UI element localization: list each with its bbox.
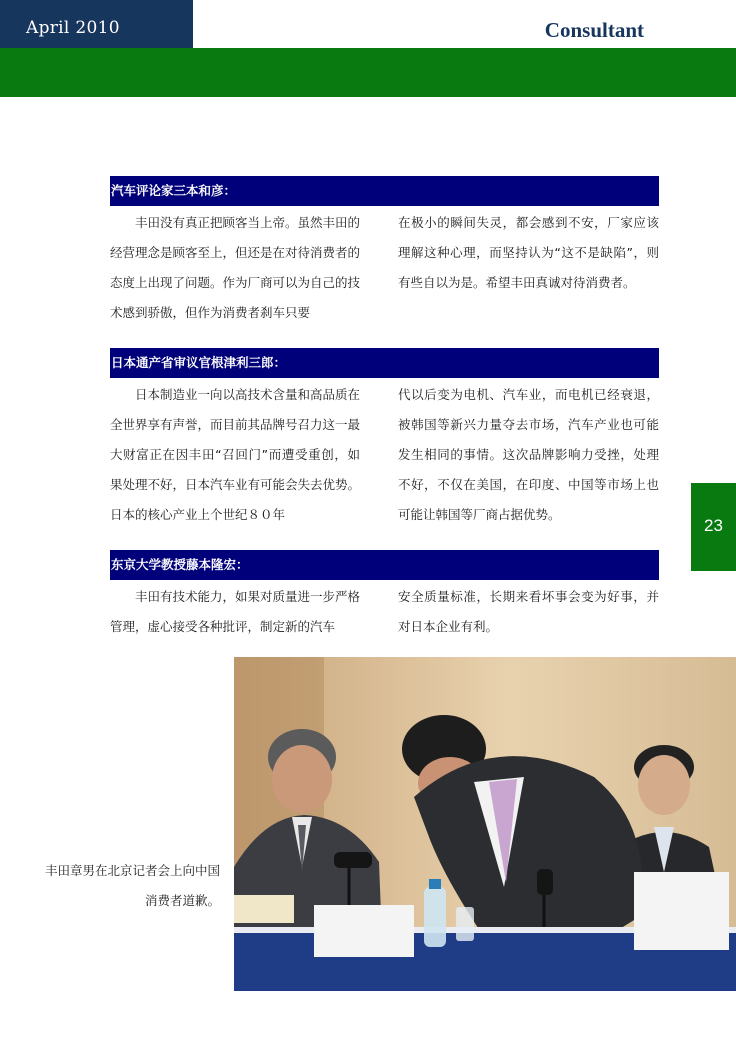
page-number: 23 xyxy=(704,516,723,535)
section-heading: 日本通产省审议官根津利三郎： xyxy=(110,348,659,378)
section-sanben xyxy=(110,176,659,320)
press-conference-photo xyxy=(234,657,736,991)
header-band xyxy=(0,48,736,97)
photo-caption: 丰田章男在北京记者会上向中国消费者道歉。 xyxy=(44,863,220,908)
section-nezu xyxy=(110,348,659,522)
issue-date-block xyxy=(0,0,193,48)
magazine-title: Consultant xyxy=(544,18,644,42)
section-heading: 汽车评论家三本和彦： xyxy=(110,176,659,206)
section-heading: 东京大学教授藤本隆宏： xyxy=(110,550,659,580)
section-text-left: 日本制造业一向以高技术含量和高品质在全世界享有声誉，而目前其品牌号召力这一最大财富正在因丰田“召回门”而遭受重创，如果处理不好，日本汽车业有可能会失去优势。日本的核心产业上个世纪８０年 xyxy=(110,387,361,522)
section-text-right: 代以后变为电机、汽车业，而电机已经衰退，被韩国等新兴力量夺去市场，汽车产业也可能发生相同的事情。这次品牌影响力受挫，处理不好，不仅在美国，在印度、中国等市场上也可能让韩国等厂商占据优势。 xyxy=(398,387,659,522)
section-text-left: 丰田有技术能力，如果对质量进一步严格管理，虚心接受各种批评，制定新的汽车 xyxy=(110,589,361,634)
press-conference-illustration xyxy=(234,657,736,991)
issue-date: April 2010 xyxy=(26,18,120,38)
section-fujimoto xyxy=(110,550,659,634)
page-number-tab xyxy=(691,483,736,571)
section-text-right: 安全质量标准，长期来看坏事会变为好事，并对日本企业有利。 xyxy=(398,589,659,634)
section-text-right: 在极小的瞬间失灵，都会感到不安，厂家应该理解这种心理，而坚持认为“这不是缺陷”，则有些自以为是。希望丰田真诚对待消费者。 xyxy=(398,215,659,290)
section-text-left: 丰田没有真正把顾客当上帝。虽然丰田的经营理念是顾客至上，但还是在对待消费者的态度上出现了问题。作为厂商可以为自己的技术感到骄傲，但作为消费者刹车只要 xyxy=(110,215,361,320)
